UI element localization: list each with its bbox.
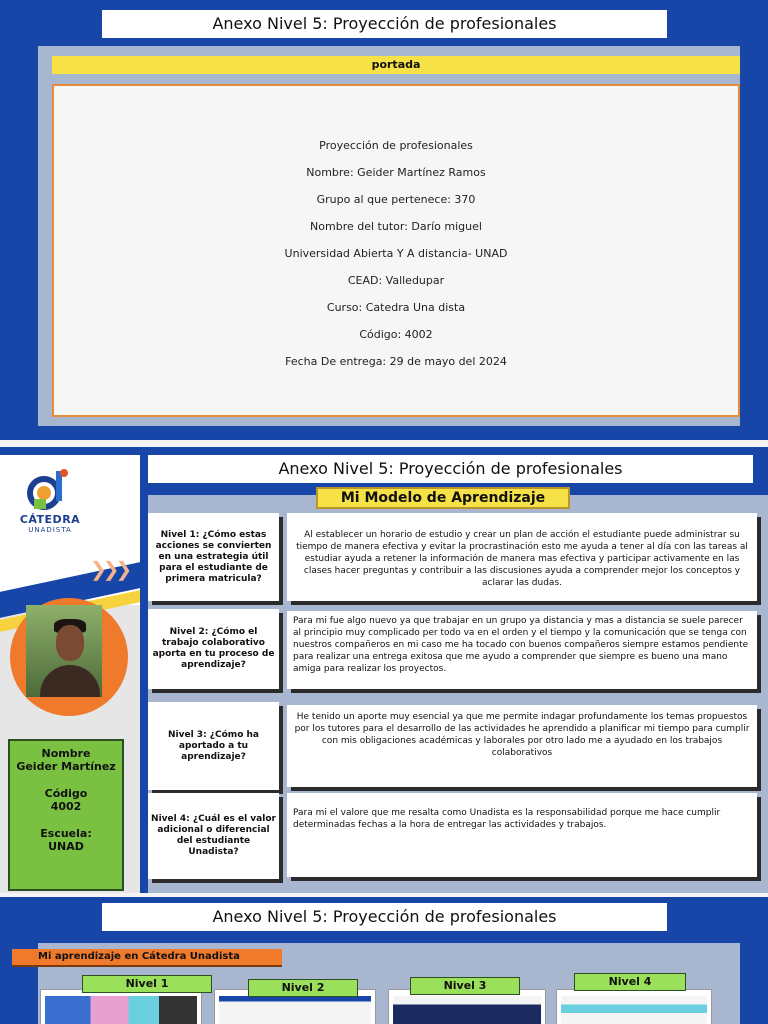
catedra-logo-sub: UNADISTA [28,526,72,534]
question-card-level-2: Nivel 2: ¿Cómo el trabajo colaborativo aporta en tu proceso de aprendizaje? [148,609,279,689]
level-1-thumbnail [40,989,202,1024]
cover-line-cead: CEAD: Valledupar [347,274,445,287]
cover-line-university: Universidad Abierta Y A distancia- UNAD [284,247,508,260]
cover-card [52,84,740,417]
question-card-level-3: Nivel 3: ¿Cómo ha aportado a tu aprendizaje? [148,702,279,790]
cover-line-course: Curso: Catedra Una dista [326,301,466,314]
cover-line-title: Proyección de profesionales [319,139,473,152]
level-2-tag: Nivel 2 [248,979,358,997]
catedra-logo-word: CÁTEDRA [19,513,81,526]
question-card-level-1: Nivel 1: ¿Cómo estas acciones se convierten en una estrategia útil para el estudiante de primera matricula? [148,513,279,601]
cover-line-name: Nombre: Geider Martínez Ramos [306,166,486,179]
slide-title: Anexo Nivel 5: Proyección de profesionales [102,10,667,38]
catedra-logo-icon [22,465,78,513]
info-name-label: Nombre [41,747,91,760]
level-3-tag: Nivel 3 [410,977,520,995]
slide-learning-model [0,447,768,893]
cover-line-code: Código: 4002 [359,328,433,341]
answer-card-level-4: Para mi el valore que me resalta como Unadista es la responsabilidad porque me hace cumplir determinadas fechas a la hora de entregar las actividades y trabajos. [287,793,757,877]
question-card-level-4: Nivel 4: ¿Cuál es el valor adicional o diferencial del estudiante Unadista? [148,793,279,879]
avatar [26,605,102,697]
catedra-logo [14,461,86,545]
cover-line-group: Grupo al que pertenece: 370 [316,193,476,206]
level-1-tag: Nivel 1 [82,975,212,993]
answer-card-level-2: Para mi fue algo nuevo ya que trabajar en un grupo ya distancia y mas a distancia se suele parecer al principio muy complicado per todo va en el orden y el tiempo y la comunicación que se tenga con nuestros compañeros en mi caso me ha tocado con buenos compañeros siempre estamos pendiente para realizar una entrega exitosa que me ayudo a comprender que siempre es bueno una mano amiga para realizar los proyectos. [287,611,757,689]
slide-title: Anexo Nivel 5: Proyección de profesionales [102,903,667,931]
cover-lines [54,138,738,381]
slide-learning-levels [0,897,768,1024]
cover-tag: portada [52,56,740,74]
info-code-value: 4002 [50,800,82,813]
chevrons-icon: ❯❯❯ [90,557,129,581]
slide-cover [0,0,768,440]
info-school-label: Escuela: [40,827,92,840]
slide-title: Anexo Nivel 5: Proyección de profesionales [148,455,753,483]
student-info-box [8,739,124,891]
model-tag: Mi Modelo de Aprendizaje [316,487,570,509]
slide-separator [0,440,768,447]
info-code-label: Código [44,787,88,800]
cover-line-tutor: Nombre del tutor: Darío miguel [310,220,482,233]
level-4-tag: Nivel 4 [574,973,686,991]
cover-line-date: Fecha De entrega: 29 de mayo del 2024 [285,355,507,368]
learning-tag: Mi aprendizaje en Cátedra Unadista [12,949,282,967]
answer-card-level-3: He tenido un aporte muy esencial ya que me permite indagar profundamente los temas propuestos por los tutores para el desarrollo de las actividades he aprendido a planificar mi tiempo para cumplir con mis obligaciones académicas y laborales por otro lado me a ayudado en los trabajos colaborativos [287,705,757,787]
level-4-thumbnail [556,989,712,1024]
info-name-value: Geider Martínez [16,760,116,773]
info-school-value: UNAD [48,840,84,853]
answer-card-level-1: Al establecer un horario de estudio y crear un plan de acción el estudiante puede administrar su tiempo de manera efectiva y evitar la procrastinación esto me ayuda a tener al día con las tareas al estudiar ayuda a retener la información de manera mas efectiva y participar activamente en las clases hacer preguntas y contribuir a las discusiones ayuda a comprender mejor los conceptos y aclarar las dudas. [287,513,757,601]
